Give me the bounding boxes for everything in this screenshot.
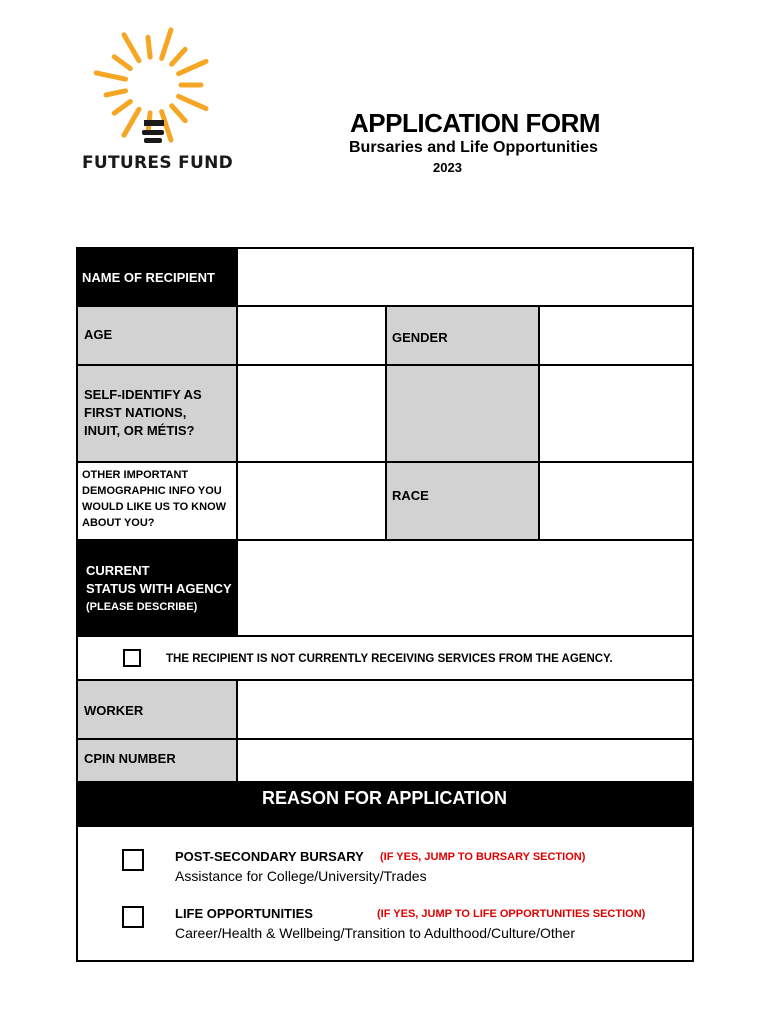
demographic-label-cell bbox=[76, 463, 237, 540]
worker-input[interactable] bbox=[237, 681, 693, 739]
self-identify-line-1: SELF-IDENTIFY AS bbox=[84, 387, 202, 402]
name-label-cell bbox=[76, 248, 237, 306]
demographic-line-3: WOULD LIKE US TO KNOW bbox=[82, 501, 227, 513]
gender-label-cell bbox=[386, 307, 539, 365]
not-receiving-checkbox[interactable] bbox=[123, 649, 141, 667]
form-title: APPLICATION FORM bbox=[350, 108, 601, 138]
status-label bbox=[86, 562, 232, 598]
status-input[interactable] bbox=[237, 541, 693, 636]
sun-ray bbox=[124, 35, 139, 61]
sun-ray bbox=[172, 106, 185, 121]
grid-line bbox=[538, 306, 540, 540]
demographic-label bbox=[82, 467, 226, 531]
sun-ray bbox=[162, 30, 171, 59]
bursary-note: (IF YES, JUMP TO BURSARY SECTION) bbox=[380, 851, 586, 863]
reason-title: REASON FOR APPLICATION bbox=[261, 788, 507, 808]
name-input[interactable] bbox=[237, 248, 693, 306]
name-label: NAME OF RECIPIENT bbox=[82, 270, 215, 285]
self-identify-grey-cell bbox=[386, 366, 539, 462]
grid-line bbox=[385, 306, 387, 540]
sun-ray bbox=[114, 57, 130, 69]
self-identify-line-2: FIRST NATIONS, bbox=[84, 405, 187, 420]
life-opportunities-checkbox[interactable] bbox=[122, 906, 144, 928]
sun-ray bbox=[114, 101, 130, 113]
demographic-line-2: DEMOGRAPHIC INFO YOU bbox=[82, 485, 222, 497]
age-label-cell bbox=[76, 307, 237, 365]
race-label-cell bbox=[386, 463, 539, 540]
cpin-input[interactable] bbox=[237, 740, 693, 782]
form-year: 2023 bbox=[433, 160, 462, 175]
status-line-1: CURRENT bbox=[86, 563, 150, 578]
age-label: AGE bbox=[84, 327, 113, 342]
cpin-label: CPIN NUMBER bbox=[84, 751, 176, 766]
self-identify-label-cell bbox=[76, 366, 237, 462]
self-identify-input[interactable] bbox=[237, 366, 386, 462]
form-subtitle: Bursaries and Life Opportunities bbox=[349, 139, 598, 156]
gender-input[interactable] bbox=[539, 307, 693, 365]
sun-ray bbox=[179, 96, 206, 108]
sun-ray bbox=[124, 109, 139, 135]
grid-line bbox=[76, 679, 694, 681]
status-note: (PLEASE DESCRIBE) bbox=[86, 601, 198, 613]
bursary-title: POST-SECONDARY BURSARY bbox=[175, 849, 364, 864]
demographic-input[interactable] bbox=[237, 463, 386, 540]
worker-label-cell bbox=[76, 681, 237, 739]
sun-ray bbox=[148, 37, 150, 57]
grid-line bbox=[76, 635, 694, 637]
race-input[interactable] bbox=[539, 463, 693, 540]
sun-ray bbox=[179, 61, 206, 73]
logo-text: FUTURES FUND bbox=[82, 153, 234, 173]
demographic-line-1: OTHER IMPORTANT bbox=[82, 469, 189, 481]
sun-ray bbox=[106, 91, 126, 95]
worker-label: WORKER bbox=[84, 703, 144, 718]
grid-line bbox=[76, 247, 694, 249]
sun-ray bbox=[96, 73, 125, 79]
life-opportunities-desc: Career/Health & Wellbeing/Transition to Adulthood/Culture/Other bbox=[175, 925, 575, 941]
cpin-label-cell bbox=[76, 740, 237, 782]
bursary-checkbox[interactable] bbox=[122, 849, 144, 871]
grid-line bbox=[76, 960, 694, 962]
life-opportunities-note: (IF YES, JUMP TO LIFE OPPORTUNITIES SECTION) bbox=[377, 908, 646, 920]
sun-ray bbox=[172, 49, 185, 64]
race-label: RACE bbox=[392, 488, 429, 503]
gender-label: GENDER bbox=[392, 330, 448, 345]
bursary-desc: Assistance for College/University/Trades bbox=[175, 868, 427, 884]
not-receiving-label: THE RECIPIENT IS NOT CURRENTLY RECEIVING SERVICES FROM THE AGENCY. bbox=[166, 653, 613, 665]
grid-line bbox=[76, 738, 694, 740]
grid-line bbox=[692, 247, 694, 962]
grid-line bbox=[76, 247, 78, 962]
status-label-cell bbox=[76, 541, 237, 636]
self-identify-label bbox=[84, 386, 202, 440]
grid-line bbox=[236, 247, 238, 636]
demographic-line-4: ABOUT YOU? bbox=[82, 517, 155, 529]
self-identify-extra-input[interactable] bbox=[539, 366, 693, 462]
status-line-2: STATUS WITH AGENCY bbox=[86, 581, 232, 596]
grid-line bbox=[236, 680, 238, 782]
age-input[interactable] bbox=[237, 307, 386, 365]
life-opportunities-title: LIFE OPPORTUNITIES bbox=[175, 906, 313, 921]
self-identify-line-3: INUIT, OR MÉTIS? bbox=[84, 423, 195, 438]
